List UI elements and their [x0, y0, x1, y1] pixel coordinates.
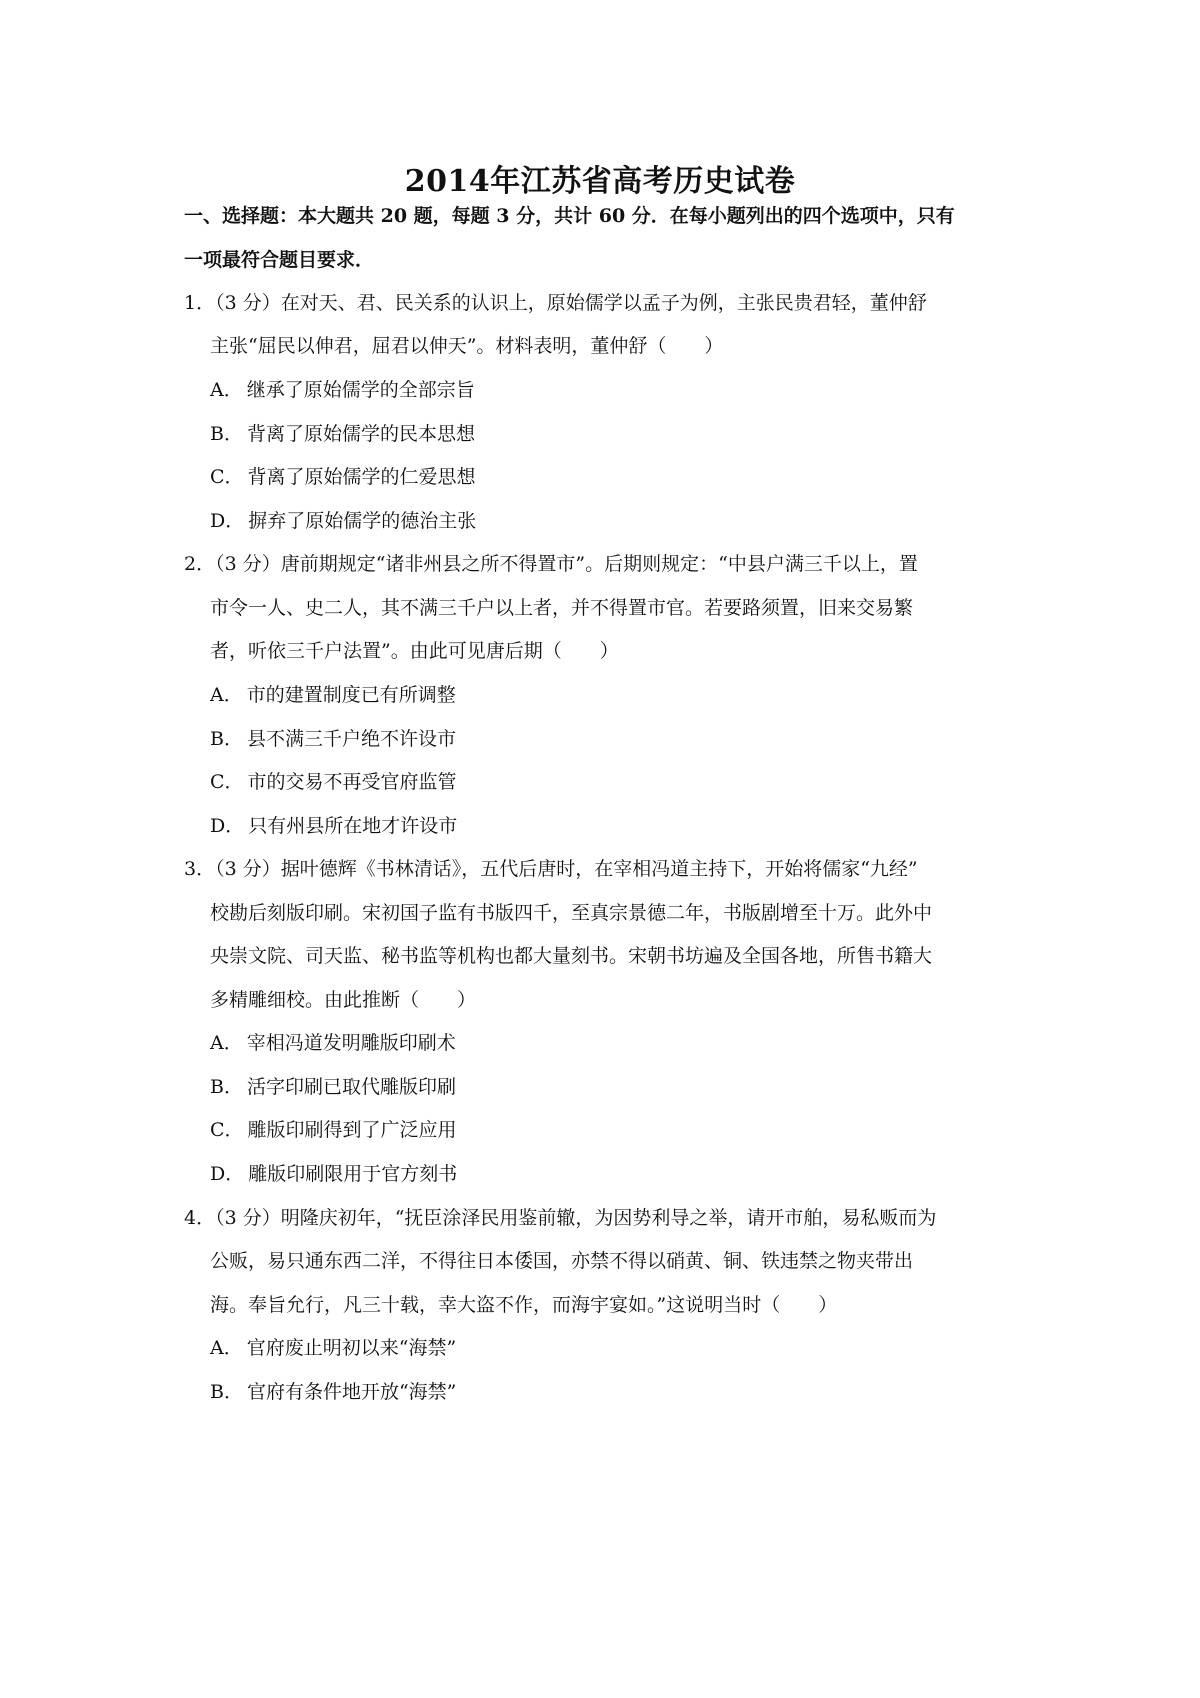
question-2-option-c[interactable]: [210, 770, 457, 794]
option-letter: C．: [210, 1119, 244, 1141]
option-letter: C．: [210, 771, 244, 793]
option-text: 摒弃了原始儒学的德治主张: [248, 510, 477, 532]
option-text: 官府有条件地开放“海禁”: [246, 1381, 457, 1403]
question-2-text-line-2: 市令一人、史二人，其不满三千户以上者，并不得置市官。若要路须置，旧来交易繁: [210, 597, 914, 619]
option-letter: D．: [210, 815, 245, 837]
option-letter: B．: [210, 423, 243, 445]
question-3-text-line-1: 3．（3 分）据叶德辉《书林清话》，五代后唐时，在宰相冯道主持下，开始将儒家“九经”: [184, 858, 918, 880]
question-1-option-a[interactable]: [210, 378, 475, 402]
option-text: 市的建置制度已有所调整: [246, 684, 456, 706]
question-2-option-d[interactable]: [210, 814, 457, 838]
question-1-text-line-1: 1．（3 分）在对天、君、民关系的认识上，原始儒学以孟子为例，主张民贵君轻，董仲舒: [184, 292, 927, 314]
question-1-option-b[interactable]: [210, 422, 475, 446]
section-instruction-line-2: 一项最符合题目要求．: [184, 249, 375, 271]
question-1-text-line-2: 主张“屈民以伸君，屈君以伸天”。材料表明，董仲舒（ ）: [210, 335, 724, 357]
option-letter: D．: [210, 510, 245, 532]
question-3-text-line-2: 校勘后刻版印刷。宋初国子监有书版四千，至真宗景德二年，书版剧增至十万。此外中: [210, 902, 933, 924]
question-2-option-b[interactable]: [210, 727, 456, 751]
option-text: 雕版印刷限用于官方刻书: [248, 1163, 458, 1185]
option-text: 市的交易不再受官府监管: [247, 771, 457, 793]
option-text: 活字印刷已取代雕版印刷: [246, 1076, 456, 1098]
option-text: 背离了原始儒学的仁爱思想: [247, 466, 476, 488]
option-letter: A．: [210, 684, 243, 706]
question-3-option-d[interactable]: [210, 1162, 457, 1186]
option-text: 雕版印刷得到了广泛应用: [247, 1119, 457, 1141]
page-title: 2014年江苏省高考历史试卷: [404, 164, 796, 199]
question-2-text-line-1: 2．（3 分）唐前期规定“诸非州县之所不得置市”。后期则规定：“中县户满三千以上，置: [184, 553, 918, 575]
question-4-text-line-1: 4．（3 分）明隆庆初年，“抚臣涂泽民用鉴前辙，为因势利导之举，请开市舶，易私贩而为: [184, 1207, 937, 1229]
option-letter: B．: [210, 1076, 243, 1098]
option-letter: A．: [210, 1032, 243, 1054]
question-3-option-a[interactable]: [210, 1031, 456, 1055]
option-text: 只有州县所在地才许设市: [248, 815, 458, 837]
question-2-option-a[interactable]: [210, 683, 456, 707]
question-3-option-b[interactable]: [210, 1075, 456, 1099]
option-text: 县不满三千户绝不许设市: [246, 728, 456, 750]
option-letter: D．: [210, 1163, 245, 1185]
option-text: 宰相冯道发明雕版印刷术: [246, 1032, 456, 1054]
option-text: 继承了原始儒学的全部宗旨: [246, 379, 475, 401]
section-instruction-line-1: 一、选择题：本大题共 20 题，每题 3 分，共计 60 分．在每小题列出的四个选项中，只有: [184, 205, 955, 227]
question-1-option-d[interactable]: [210, 509, 476, 533]
question-3-text-line-4: 多精雕细校。由此推断（ ）: [210, 989, 477, 1011]
option-letter: A．: [210, 379, 243, 401]
option-letter: B．: [210, 728, 243, 750]
option-letter: A．: [210, 1337, 243, 1359]
question-4-option-b[interactable]: [210, 1380, 456, 1404]
option-text: 背离了原始儒学的民本思想: [246, 423, 475, 445]
option-letter: C．: [210, 466, 244, 488]
question-1-option-c[interactable]: [210, 465, 476, 489]
question-4-text-line-2: 公贩，易只通东西二洋，不得往日本倭国，亦禁不得以硝黄、铜、铁违禁之物夹带出: [210, 1250, 914, 1272]
option-letter: B．: [210, 1381, 243, 1403]
question-4-option-a[interactable]: [210, 1336, 456, 1360]
question-4-text-line-3: 海。奉旨允行，凡三十载，幸大盗不作，而海宇宴如。”这说明当时（ ）: [210, 1294, 838, 1316]
question-3-text-line-3: 央崇文院、司天监、秘书监等机构也都大量刻书。宋朝书坊遍及全国各地，所售书籍大: [210, 945, 933, 967]
option-text: 官府废止明初以来“海禁”: [246, 1337, 457, 1359]
question-2-text-line-3: 者，听依三千户法置”。由此可见唐后期（ ）: [210, 640, 619, 662]
question-3-option-c[interactable]: [210, 1118, 457, 1142]
